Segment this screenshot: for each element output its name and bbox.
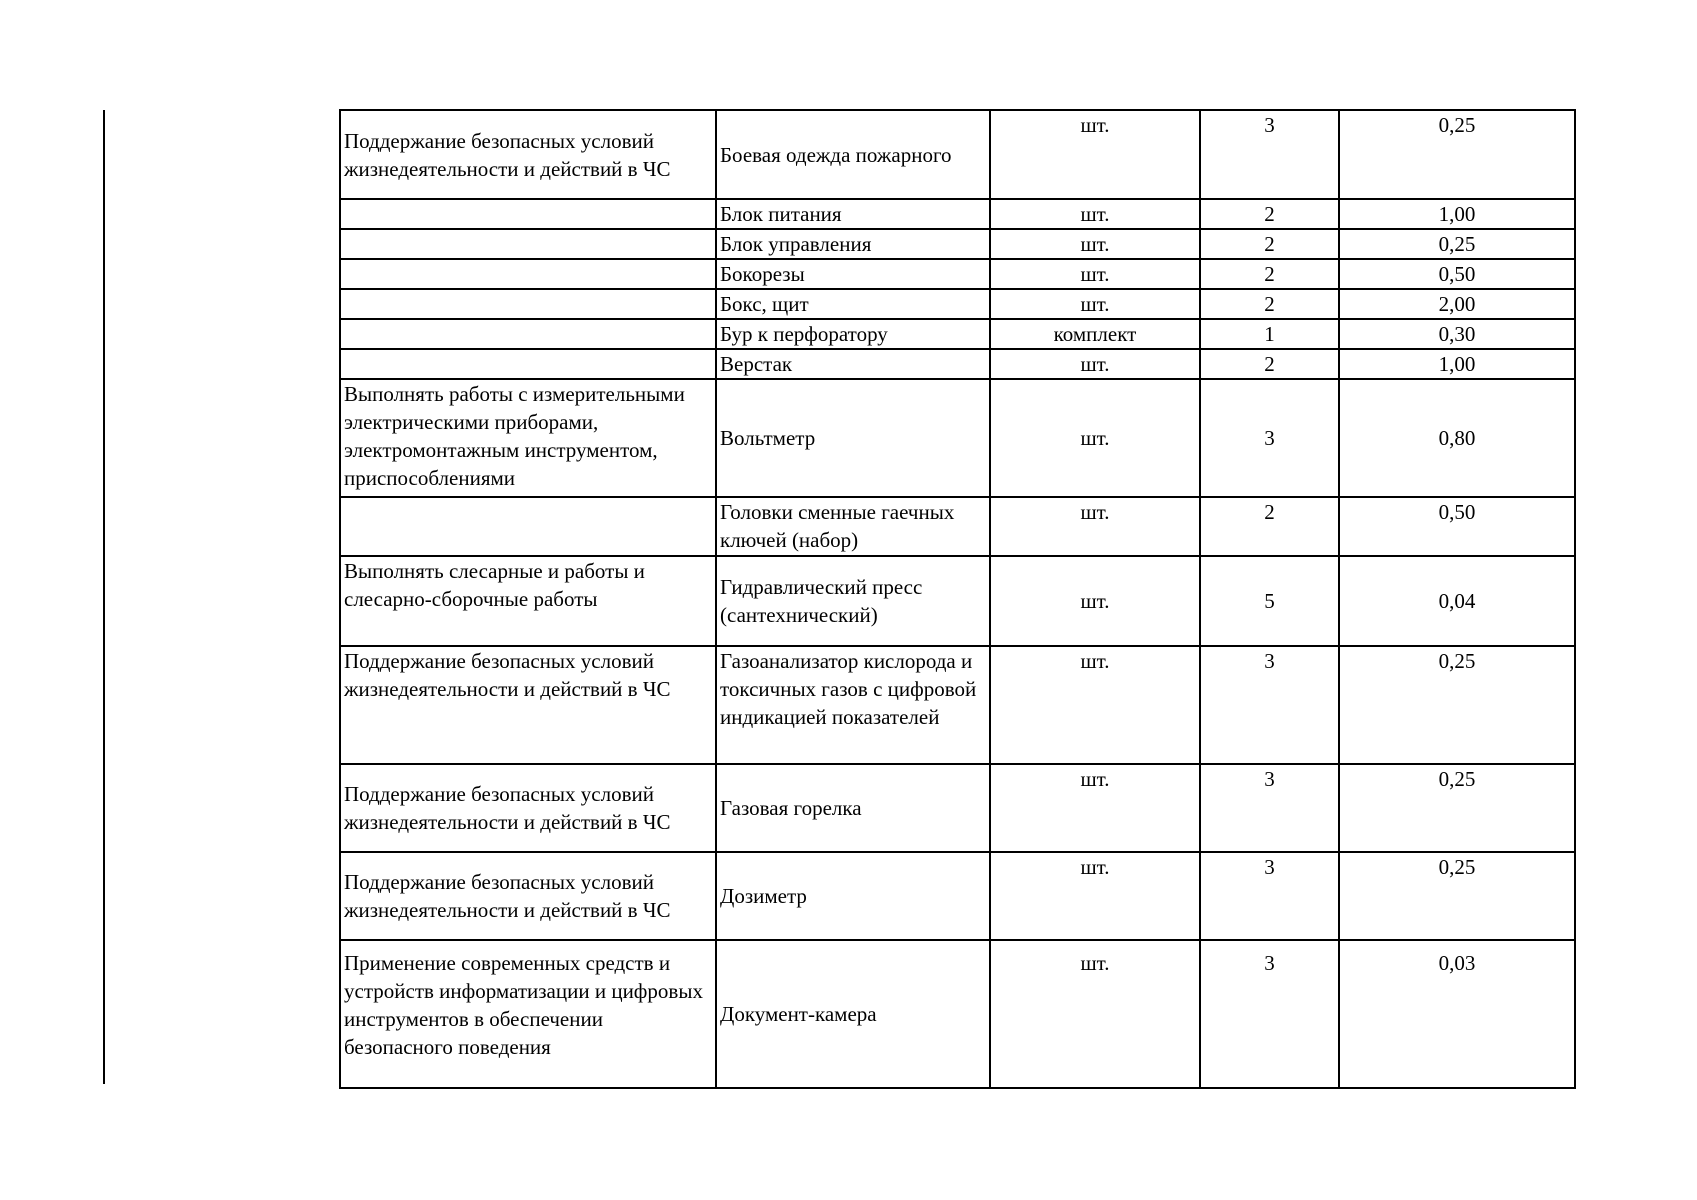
activity-cell: Поддержание безопасных условий жизнедеятельности и действий в ЧС <box>340 110 716 199</box>
table-row <box>340 199 1575 229</box>
norm-cell: 1,00 <box>1339 349 1575 379</box>
equipment-name-cell: Блок управления <box>716 229 990 259</box>
unit-cell: шт. <box>990 349 1200 379</box>
activity-cell: Выполнять слесарные и работы и слесарно-сборочные работы <box>340 556 716 646</box>
equipment-name-cell: Газовая горелка <box>716 764 990 852</box>
activity-cell: Поддержание безопасных условий жизнедеятельности и действий в ЧС <box>340 852 716 940</box>
quantity-cell: 5 <box>1200 556 1339 646</box>
quantity-cell: 3 <box>1200 379 1339 497</box>
table-row <box>340 349 1575 379</box>
unit-cell: шт. <box>990 259 1200 289</box>
table-row <box>340 229 1575 259</box>
equipment-name-cell: Головки сменные гаечных ключей (набор) <box>716 497 990 556</box>
unit-cell: шт. <box>990 229 1200 259</box>
unit-cell: шт. <box>990 379 1200 497</box>
equipment-name-cell: Газоанализатор кислорода и токсичных газов с цифровой индикацией показателей <box>716 646 990 764</box>
equipment-name-cell: Документ-камера <box>716 940 990 1088</box>
activity-cell <box>340 319 716 349</box>
unit-cell: шт. <box>990 199 1200 229</box>
table-row <box>340 764 1575 852</box>
norm-cell: 1,00 <box>1339 199 1575 229</box>
activity-cell: Применение современных средств и устройств информатизации и цифровых инструментов в обеспечении безопасного поведения <box>340 940 716 1088</box>
quantity-cell: 3 <box>1200 940 1339 1088</box>
activity-cell: Выполнять работы с измерительными электрическими приборами, электромонтажным инструментом, приспособлениями <box>340 379 716 497</box>
table-row <box>340 556 1575 646</box>
equipment-name-cell: Верстак <box>716 349 990 379</box>
equipment-name-cell: Бур к перфоратору <box>716 319 990 349</box>
quantity-cell: 2 <box>1200 349 1339 379</box>
unit-cell: шт. <box>990 852 1200 940</box>
norm-cell: 0,50 <box>1339 497 1575 556</box>
norm-cell: 0,04 <box>1339 556 1575 646</box>
norm-cell: 0,25 <box>1339 110 1575 199</box>
quantity-cell: 2 <box>1200 229 1339 259</box>
activity-cell <box>340 349 716 379</box>
norm-cell: 0,50 <box>1339 259 1575 289</box>
quantity-cell: 2 <box>1200 259 1339 289</box>
norm-cell: 0,25 <box>1339 764 1575 852</box>
norm-cell: 0,30 <box>1339 319 1575 349</box>
table-row <box>340 646 1575 764</box>
table-row <box>340 940 1575 1088</box>
equipment-name-cell: Боевая одежда пожарного <box>716 110 990 199</box>
quantity-cell: 3 <box>1200 110 1339 199</box>
equipment-name-cell: Бокс, щит <box>716 289 990 319</box>
table-row <box>340 852 1575 940</box>
activity-cell: Поддержание безопасных условий жизнедеятельности и действий в ЧС <box>340 646 716 764</box>
norm-cell: 0,25 <box>1339 229 1575 259</box>
unit-cell: шт. <box>990 289 1200 319</box>
unit-cell: шт. <box>990 497 1200 556</box>
activity-cell <box>340 259 716 289</box>
table-row <box>340 497 1575 556</box>
unit-cell: шт. <box>990 646 1200 764</box>
norm-cell: 0,03 <box>1339 940 1575 1088</box>
quantity-cell: 2 <box>1200 289 1339 319</box>
quantity-cell: 3 <box>1200 852 1339 940</box>
norm-cell: 0,80 <box>1339 379 1575 497</box>
activity-cell <box>340 229 716 259</box>
unit-cell: шт. <box>990 764 1200 852</box>
equipment-table <box>339 109 1576 1089</box>
quantity-cell: 3 <box>1200 646 1339 764</box>
quantity-cell: 2 <box>1200 497 1339 556</box>
unit-cell: шт. <box>990 940 1200 1088</box>
norm-cell: 0,25 <box>1339 852 1575 940</box>
activity-cell <box>340 199 716 229</box>
activity-cell <box>340 289 716 319</box>
table-row <box>340 379 1575 497</box>
equipment-name-cell: Дозиметр <box>716 852 990 940</box>
table-row <box>340 319 1575 349</box>
unit-cell: шт. <box>990 556 1200 646</box>
left-margin-rule <box>103 110 105 1084</box>
table-row <box>340 289 1575 319</box>
unit-cell: комплект <box>990 319 1200 349</box>
equipment-name-cell: Вольтметр <box>716 379 990 497</box>
quantity-cell: 2 <box>1200 199 1339 229</box>
activity-cell: Поддержание безопасных условий жизнедеятельности и действий в ЧС <box>340 764 716 852</box>
quantity-cell: 1 <box>1200 319 1339 349</box>
norm-cell: 0,25 <box>1339 646 1575 764</box>
norm-cell: 2,00 <box>1339 289 1575 319</box>
unit-cell: шт. <box>990 110 1200 199</box>
equipment-name-cell: Гидравлический пресс (сантехнический) <box>716 556 990 646</box>
table-row <box>340 110 1575 199</box>
quantity-cell: 3 <box>1200 764 1339 852</box>
equipment-name-cell: Бокорезы <box>716 259 990 289</box>
table-row <box>340 259 1575 289</box>
equipment-name-cell: Блок питания <box>716 199 990 229</box>
activity-cell <box>340 497 716 556</box>
